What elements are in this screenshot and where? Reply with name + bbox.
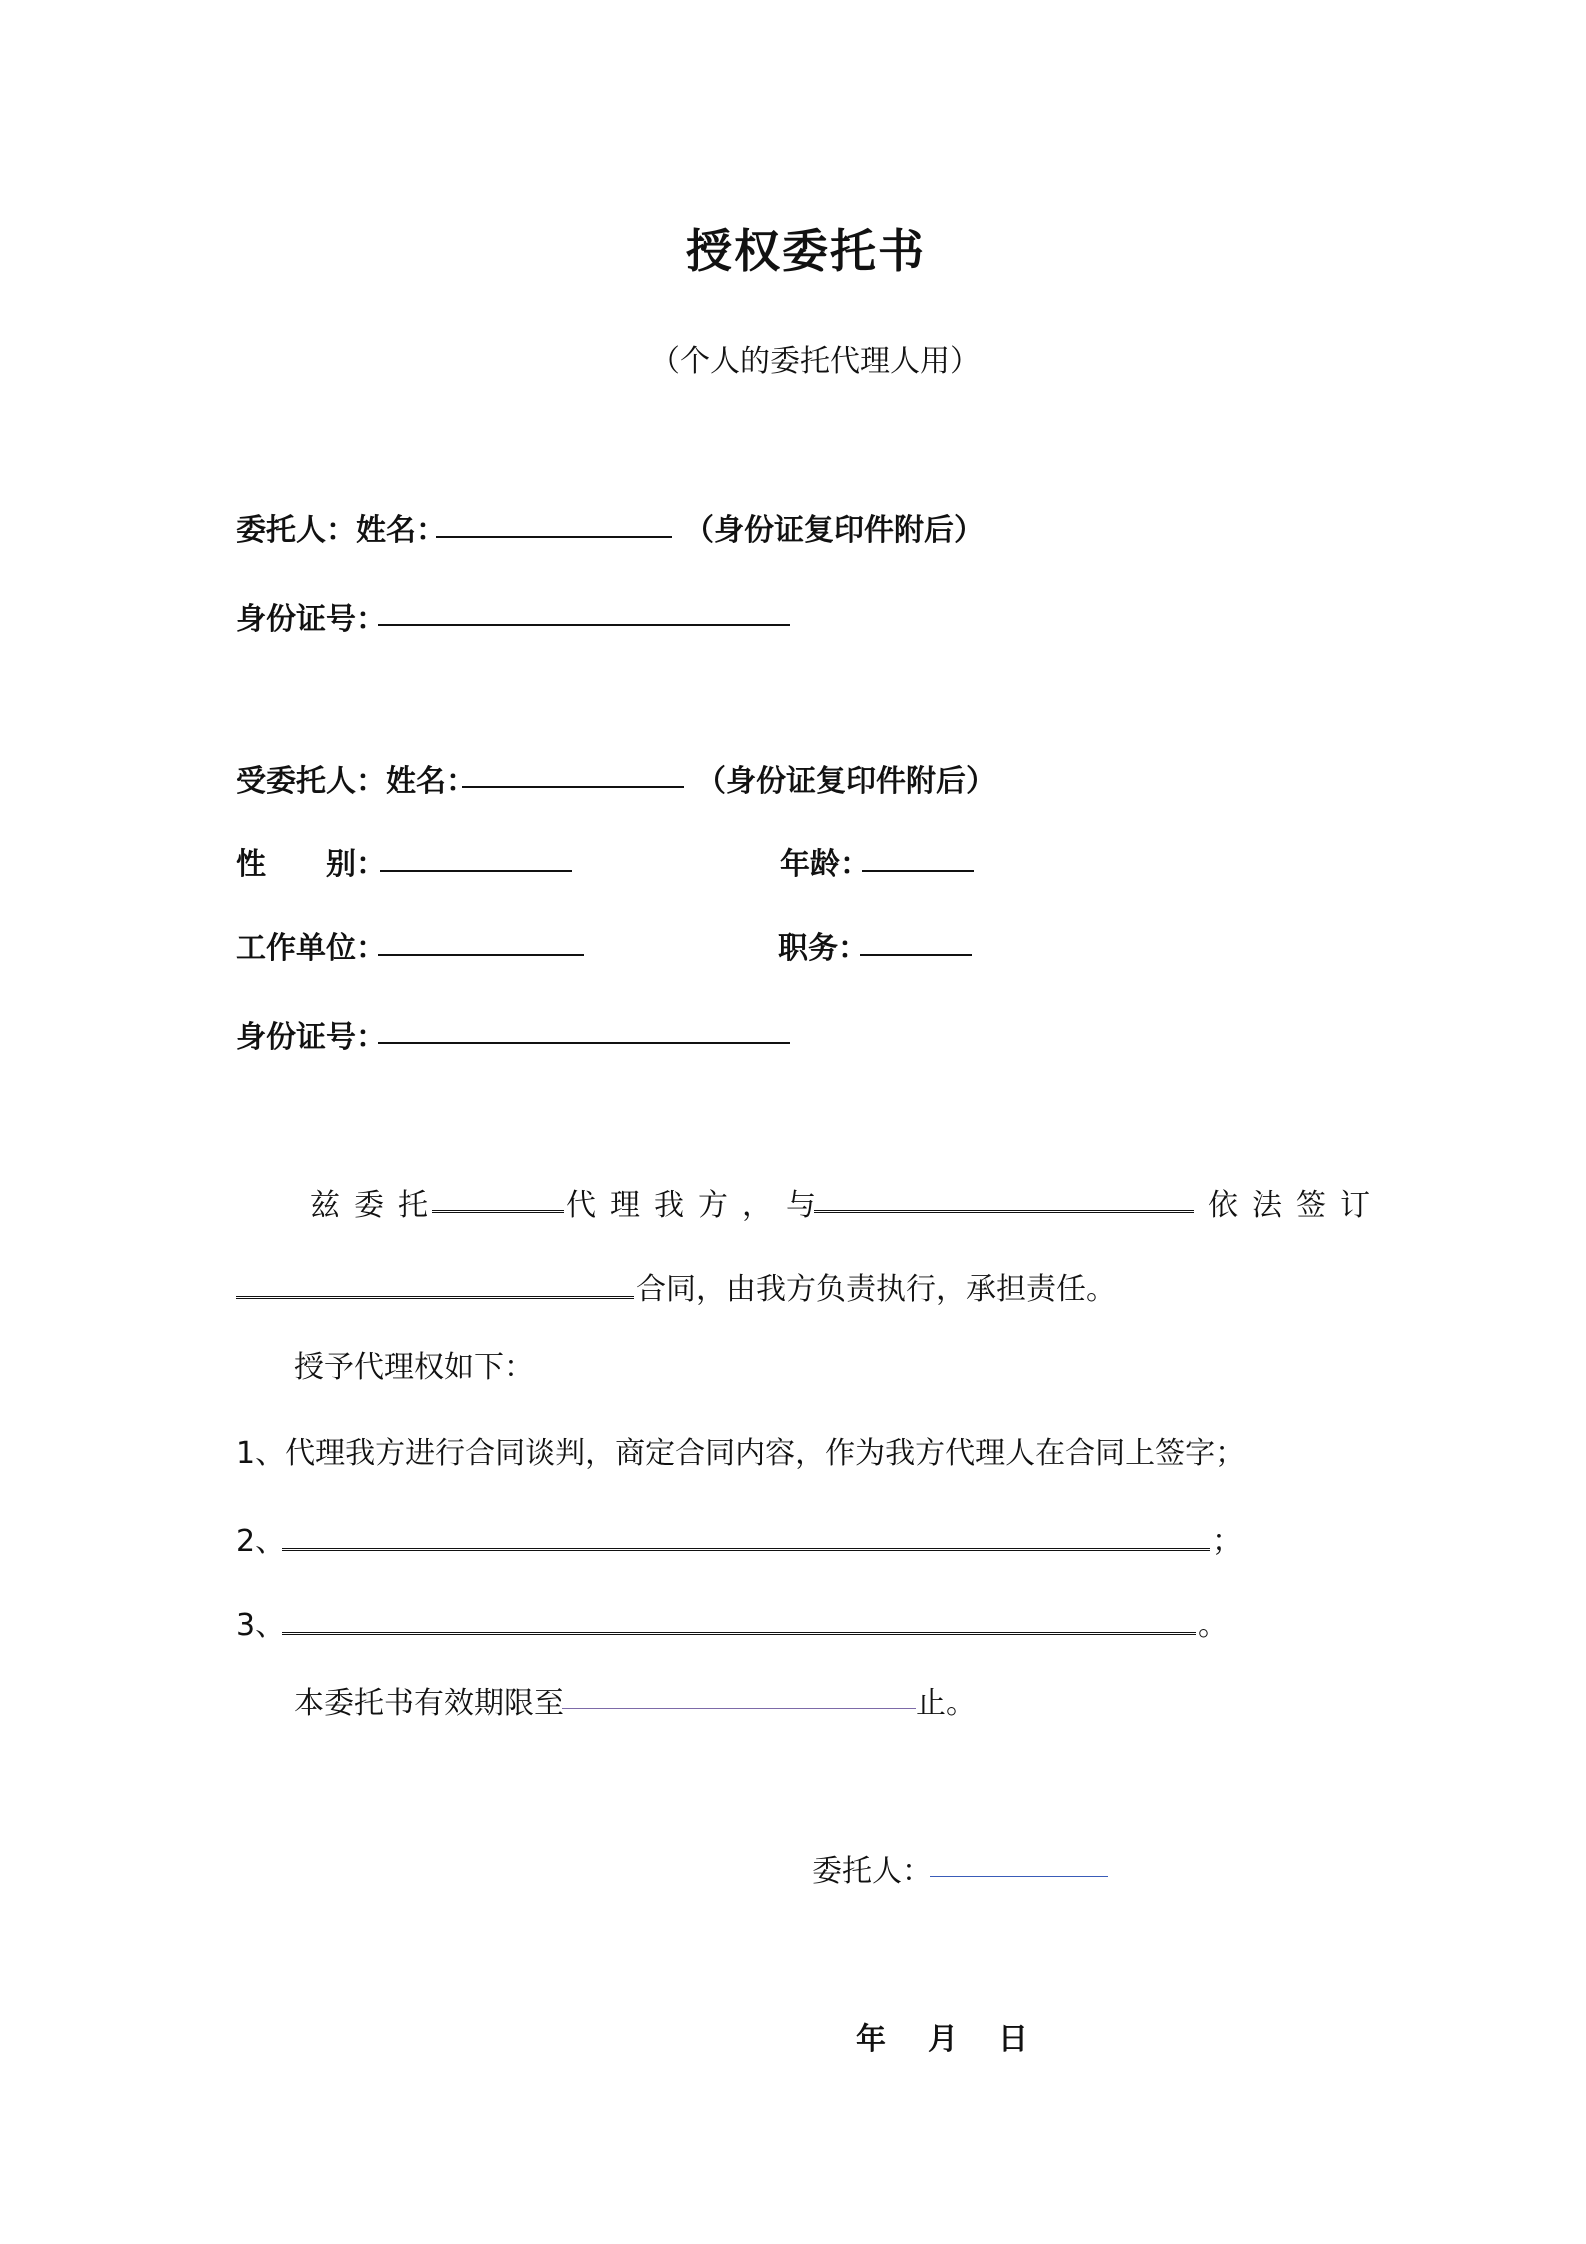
signature-field[interactable] <box>930 1876 1108 1877</box>
clause-responsibility-text: 合同，由我方负责执行，承担责任。 <box>636 1272 1116 1307</box>
document-title: 授权委托书 <box>686 224 926 278</box>
power-item-2-number: 2、 <box>236 1524 286 1559</box>
principal-name-field[interactable] <box>436 536 672 538</box>
principal-id-label: 身份证号： <box>236 602 386 637</box>
principal-name-label: 委托人：姓名： <box>236 513 446 548</box>
principal-id-copy-note: （身份证复印件附后） <box>684 513 984 548</box>
date-month-label: 月 <box>928 2022 958 2057</box>
signature-label: 委托人： <box>812 1854 932 1889</box>
workplace-label: 工作单位： <box>236 931 386 966</box>
position-label: 职务： <box>778 931 868 966</box>
principal-id-field[interactable] <box>378 624 790 626</box>
agent-id-field[interactable] <box>378 1042 790 1044</box>
date-year-label: 年 <box>856 2022 886 2057</box>
workplace-field[interactable] <box>378 954 584 956</box>
power-item-3-number: 3、 <box>236 1608 286 1643</box>
agent-name-field[interactable] <box>462 786 684 788</box>
validity-text: 本委托书有效期限至 <box>294 1686 564 1721</box>
clause-counterparty-field[interactable] <box>814 1210 1194 1213</box>
clause-represent-text: 代理我方，与 <box>566 1188 830 1223</box>
date-day-label: 日 <box>998 2022 1028 2057</box>
gender-field[interactable] <box>380 870 572 872</box>
validity-end-text: 止。 <box>916 1686 976 1721</box>
agent-id-label: 身份证号： <box>236 1020 386 1055</box>
power-item-2-field[interactable] <box>282 1548 1210 1551</box>
clause-sign-text: 依法签订 <box>1208 1188 1384 1223</box>
validity-date-field[interactable] <box>562 1708 916 1709</box>
power-item-1: 1、代理我方进行合同谈判，商定合同内容，作为我方代理人在合同上签字； <box>236 1436 1246 1471</box>
clause-entrust-text: 兹委托 <box>310 1188 442 1223</box>
agent-id-copy-note: （身份证复印件附后） <box>696 764 996 799</box>
age-field[interactable] <box>862 870 974 872</box>
power-item-3-field[interactable] <box>282 1632 1196 1635</box>
clause-contract-name-field[interactable] <box>236 1296 634 1299</box>
position-field[interactable] <box>860 954 972 956</box>
document-subtitle: （个人的委托代理人用） <box>650 344 980 379</box>
gender-label-part2: 别： <box>326 847 386 882</box>
power-item-3-end: 。 <box>1198 1608 1228 1643</box>
agent-name-label: 受委托人：姓名： <box>236 764 476 799</box>
gender-label-part1: 性 <box>236 847 266 882</box>
powers-intro: 授予代理权如下： <box>294 1350 534 1385</box>
age-label: 年龄： <box>780 847 870 882</box>
clause-agent-field[interactable] <box>432 1210 564 1213</box>
power-item-2-end: ； <box>1212 1524 1242 1559</box>
